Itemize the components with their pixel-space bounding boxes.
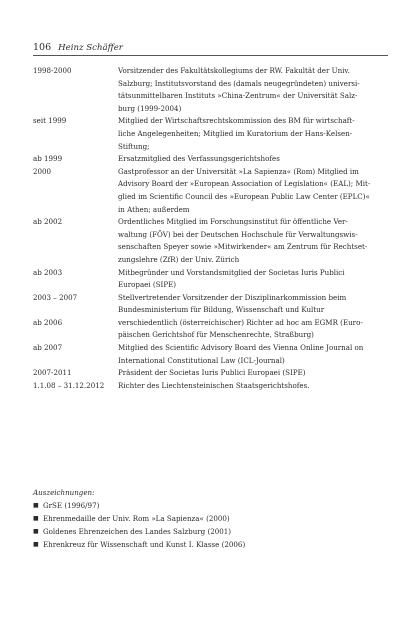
entry-description (118, 267, 393, 292)
description-line: Vorsitzender des Fakultätskollegiums der RW. Fakultät der Univ. (118, 66, 350, 75)
description-line: Stiftung; (118, 141, 150, 151)
cv-entry (33, 367, 393, 380)
cv-entry (33, 166, 393, 216)
description-line: Mitglied des Scientific Advisory Board des Vienna Online Journal on (118, 343, 364, 353)
awards-heading: Auszeichnungen: (33, 488, 95, 497)
entry-description (118, 367, 393, 380)
description-line: Richter des Liechtensteinischen Staatsgerichtshofes. (118, 380, 310, 390)
award-item (33, 538, 393, 551)
description-line: burg (1999-2004) (118, 103, 182, 113)
bullet-icon: ■ (33, 541, 39, 548)
description-line: Ordentliches Mitglied im Forschungsinstitut für öffentliche Ver- (118, 217, 348, 227)
entry-date: 2003 – 2007 (33, 292, 78, 302)
cv-entry (33, 342, 393, 367)
entry-description (118, 115, 393, 153)
entry-date: ab 2007 (33, 343, 63, 353)
cv-entry (33, 267, 393, 292)
description-line: Präsident der Societas Iuris Publici Europaei (SIPE) (118, 368, 306, 378)
description-line: in Athen; außerdem (118, 204, 190, 214)
entry-description (118, 292, 393, 317)
award-text: GrSE (1996/97) (43, 501, 100, 510)
cv-entry (33, 292, 393, 317)
description-line: Advisory Board der »European Association of Legislation« (EAL); Mit- (118, 179, 371, 189)
award-item (33, 499, 393, 512)
description-line: Bundesministerium für Bildung, Wissenschaft und Kultur (118, 305, 325, 315)
description-line: glied im Scientific Council des »European Public Law Center (EPLC)« (118, 191, 370, 201)
award-item (33, 512, 393, 525)
description-line: waltung (FÖV) bei der Deutschen Hochschule für Verwaltungswis- (118, 229, 358, 239)
entry-date: 1.1.08 – 31.12.2012 (33, 380, 105, 390)
cv-entry (33, 115, 393, 153)
description-line: senschaften Speyer sowie »Mitwirkender« am Zentrum für Rechtset- (118, 242, 368, 252)
description-line: Salzburg; Institutsvorstand des (damals neugegründeten) universi- (118, 78, 360, 88)
header-rule (33, 55, 388, 56)
description-line: Stellvertretender Vorsitzender der Disziplinarkommission beim (118, 292, 347, 302)
entry-description (118, 380, 393, 393)
description-line: verschiedentlich (österreichischer) Richter ad hoc am EGMR (Euro- (118, 317, 363, 327)
description-line: zungslehre (ZfR) der Univ. Zürich (118, 254, 240, 264)
awards-section (33, 486, 393, 551)
running-head-author: Heinz Schäffer (58, 43, 123, 53)
entry-date: 1998-2000 (33, 66, 72, 75)
entry-description (118, 317, 393, 342)
description-line: International Constitutional Law (ICL-Journal) (118, 355, 285, 365)
entry-date: ab 2003 (33, 267, 63, 277)
entry-date: ab 2002 (33, 217, 63, 227)
award-text: Ehrenkreuz für Wissenschaft und Kunst I. Klasse (2006) (43, 540, 246, 549)
description-line: Mitglied der Wirtschaftsrechtskommission des BM für wirtschaft- (118, 116, 355, 126)
entry-date: ab 2006 (33, 317, 63, 327)
award-item (33, 525, 393, 538)
description-line: Gastprofessor an der Universität »La Sapienza« (Rom) Mitglied im (118, 166, 359, 176)
cv-entry (33, 65, 393, 115)
bullet-icon: ■ (33, 528, 39, 535)
award-text: Ehrenmedaille der Univ. Rom »La Sapienza« (2000) (43, 514, 230, 523)
cv-entry (33, 380, 393, 393)
entry-date: ab 1999 (33, 154, 63, 164)
cv-entry (33, 216, 393, 266)
description-line: Europaei (SIPE) (118, 280, 177, 290)
page-header (33, 42, 387, 56)
page-number: 106 (33, 42, 52, 53)
cv-entry (33, 317, 393, 342)
description-line: liche Angelegenheiten; Mitglied im Kuratorium der Hans-Kelsen- (118, 128, 353, 138)
description-line: päischen Gerichtshof für Menschenrechte, Straßburg) (118, 330, 314, 340)
description-line: Mitbegründer und Vorstandsmitglied der Societas Iuris Publici (118, 267, 345, 277)
bullet-icon: ■ (33, 515, 39, 522)
entry-date: seit 1999 (33, 116, 67, 126)
entry-description (118, 342, 393, 367)
entry-description (118, 153, 393, 166)
description-line: Ersatzmitglied des Verfassungsgerichtshofes (118, 154, 280, 164)
cv-entry (33, 153, 393, 166)
entry-description (118, 216, 393, 266)
entry-description (118, 65, 393, 115)
cv-entries (33, 65, 393, 392)
entry-description (118, 166, 393, 216)
description-line: tätsunmittelbaren Instituts »China-Zentrum« der Universität Salz- (118, 91, 358, 101)
entry-date: 2007-2011 (33, 368, 72, 378)
award-text: Goldenes Ehrenzeichen des Landes Salzburg (2001) (43, 527, 232, 536)
entry-date: 2000 (33, 166, 52, 176)
bullet-icon: ■ (33, 502, 39, 509)
